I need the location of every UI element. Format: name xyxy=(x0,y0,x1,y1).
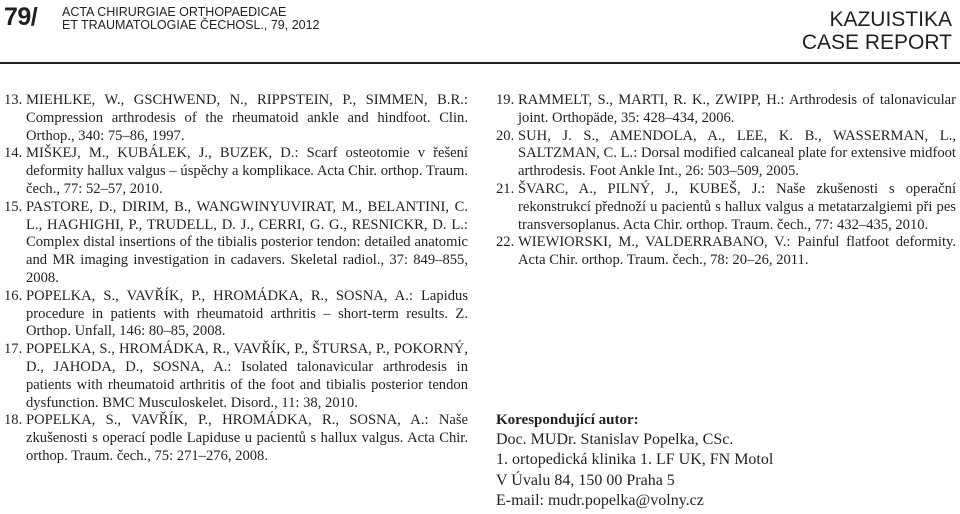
reference-13 xyxy=(4,92,468,145)
reference-19 xyxy=(496,92,956,128)
reference-number: 16. xyxy=(4,287,23,304)
reference-number: 20. xyxy=(496,127,515,144)
journal-title-line-1: ACTA CHIRURGIAE ORTHOPAEDICAE xyxy=(62,5,287,19)
reference-text: POPELKA, S., VAVŘÍK, P., HROMÁDKA, R., SOSNA, A.: Naše zkušenosti s operací podle Lapiduse u pacientů s hallux valgus. Acta Chir. orthop. Traum. čech., 75: 271–276, 2008. xyxy=(26,412,468,464)
reference-text: POPELKA, S., VAVŘÍK, P., HROMÁDKA, R., SOSNA, A.: Lapidus procedure in patients with rheumatoid arthritis – short-term results. Z. Orthop. Unfall, 146: 80–85, 2008. xyxy=(26,287,468,340)
reference-17 xyxy=(4,341,468,412)
reference-text: WIEWIORSKI, M., VALDERRABANO, V.: Painful flatfoot deformity. Acta Chir. orthop. Traum. čech., 78: 20–26, 2011. xyxy=(518,234,956,269)
author-address: V Úvalu 84, 150 00 Praha 5 xyxy=(496,471,675,489)
section-label-english: CASE REPORT xyxy=(801,31,952,54)
reference-number: 21. xyxy=(496,180,515,197)
reference-text: SUH, J. S., AMENDOLA, A., LEE, K. B., WASSERMAN, L., SALTZMAN, C. L.: Dorsal modified calcaneal plate for extensive midfoot arthrodesis. Foot Ankle Int., 26: 503–509, 2005. xyxy=(518,127,956,180)
reference-number: 19. xyxy=(496,92,515,108)
reference-number: 17. xyxy=(4,341,23,358)
header-rule xyxy=(0,62,960,64)
author-institution: 1. ortopedická klinika 1. LF UK, FN Motol xyxy=(496,451,774,469)
reference-number: 22. xyxy=(496,234,515,251)
author-name: Doc. MUDr. Stanislav Popelka, CSc. xyxy=(496,431,734,448)
reference-number: 14. xyxy=(4,145,23,162)
reference-text: RAMMELT, S., MARTI, R. K., ZWIPP, H.: Arthrodesis of talonavicular joint. Orthopäde, 35: 428–434, 2006. xyxy=(518,92,956,126)
reference-16 xyxy=(4,288,468,341)
corresponding-author-block xyxy=(496,410,956,511)
references-right-column xyxy=(496,92,956,270)
reference-14 xyxy=(4,145,468,198)
section-label-czech: KAZUISTIKA xyxy=(829,8,952,31)
author-email: E-mail: mudr.popelka@volny.cz xyxy=(496,491,704,509)
journal-title xyxy=(62,6,320,32)
reference-text: MIŠKEJ, M., KUBÁLEK, J., BUZEK, D.: Scarf osteotomie v řešení deformity hallux valgus – úspěchy a komplikace. Acta Chir. orthop. Traum. čech., 77: 52–57, 2010. xyxy=(26,145,468,197)
reference-text: MIEHLKE, W., GSCHWEND, N., RIPPSTEIN, P., SIMMEN, B.R.: Compression arthrodesis of the rheumatoid ankle and hindfoot. Clin. Orthop., 340: 75–86, 1997. xyxy=(26,92,468,144)
page-header xyxy=(0,0,960,62)
reference-text: ŠVARC, A., PILNÝ, J., KUBEŠ, J.: Naše zkušenosti s operační rekonstrukcí přednoží u pacientů s hallux valgus a metatarzalgiemi při pes transversoplanus. Acta Chir. orthop. Traum. čech., 77: 432–435, 2010. xyxy=(518,180,956,233)
reference-text: PASTORE, D., DIRIM, B., WANGWINYUVIRAT, M., BELANTINI, C. L., HAGHIGHI, P., TRUDELL, D. J., CERRI, G. G., RESNICKR, D. L.: Complex distal insertions of the tibialis posterior tendon: detailed anatomic and MR imaging investigation in cadavers. Skeletal radiol., 37: 849–855, 2008. xyxy=(26,198,468,286)
section-label xyxy=(802,8,952,54)
reference-22 xyxy=(496,234,956,270)
reference-text: POPELKA, S., HROMÁDKA, R., VAVŘÍK, P., ŠTURSA, P., POKORNÝ, D., JAHODA, D., SOSNA, A.: Isolated talonavicular arthrodesis in patients with rheumatoid arthritis of the foot and tibialis posterior tendon dysfunction. BMC Musculoskelet. Disord., 11: 38, 2010. xyxy=(26,341,468,411)
reference-number: 13. xyxy=(4,92,23,108)
reference-21 xyxy=(496,181,956,234)
corresponding-author-heading: Korespondující autor: xyxy=(496,412,639,428)
reference-18 xyxy=(4,412,468,465)
page-number: 79/ xyxy=(4,3,38,31)
journal-title-line-2: ET TRAUMATOLOGIAE ČECHOSL., 79, 2012 xyxy=(62,18,320,32)
reference-20 xyxy=(496,128,956,181)
references-left-column xyxy=(4,92,468,466)
reference-number: 15. xyxy=(4,198,23,215)
reference-number: 18. xyxy=(4,412,23,429)
reference-15 xyxy=(4,199,468,288)
